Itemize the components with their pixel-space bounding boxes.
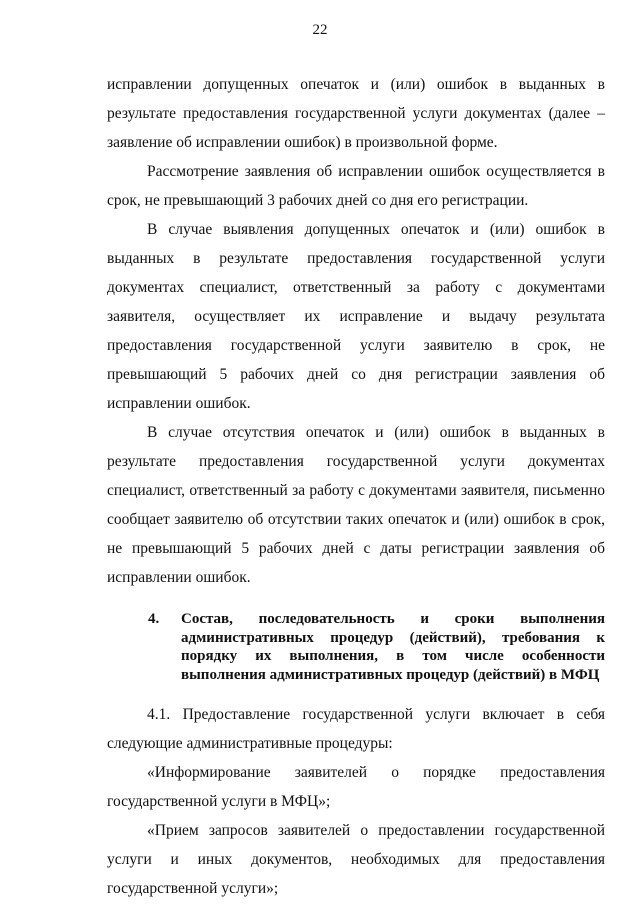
paragraph-review-period: Рассмотрение заявления об исправлении ошибок осуществляется в срок, не превышающий 3 рабочих дней со дня его регистрации. bbox=[107, 163, 605, 209]
paragraph-errors-found: В случае выявления допущенных опечаток и (или) ошибок в выданных в результате предоставления государственной услуги документах специалист, ответственный за работу с документами заявителя, осуществляет их исправление и выдачу результата предоставления государственной услуги заявителю в срок, не превышающий 5 рабочих дней со дня регистрации заявления об исправлении ошибок. bbox=[107, 221, 605, 412]
section-title: Состав, последовательность и сроки выполнения административных процедур (действий), требования к порядку их выполнения, в том числе особенности выполнения административных процедур (действий) в МФЦ bbox=[181, 611, 605, 683]
page-number: 22 bbox=[312, 22, 328, 38]
section-heading bbox=[107, 610, 605, 684]
document-body bbox=[107, 70, 605, 903]
paragraph-procedures-intro: 4.1. Предоставление государственной услуги включает в себя следующие административные процедуры: bbox=[107, 706, 605, 752]
section-number: 4. bbox=[148, 611, 160, 627]
paragraph-correction-request-form: исправлении допущенных опечаток и (или) ошибок в выданных в результате предоставления государственной услуги документах (далее – заявление об исправлении ошибок) в произвольной форме. bbox=[107, 76, 605, 151]
paragraph-procedure-informing: «Информирование заявителей о порядке предоставления государственной услуги в МФЦ»; bbox=[107, 764, 605, 810]
paragraph-errors-absent: В случае отсутствия опечаток и (или) ошибок в выданных в результате предоставления государственной услуги документах специалист, ответственный за работу с документами заявителя, письменно сообщает заявителю об отсутствии таких опечаток и (или) ошибок в срок, не превышающий 5 рабочих дней с даты регистрации заявления об исправлении ошибок. bbox=[107, 424, 605, 586]
paragraph-procedure-reception: «Прием запросов заявителей о предоставлении государственной услуги и иных документов, необходимых для предоставления государственной услуги»; bbox=[107, 822, 605, 897]
